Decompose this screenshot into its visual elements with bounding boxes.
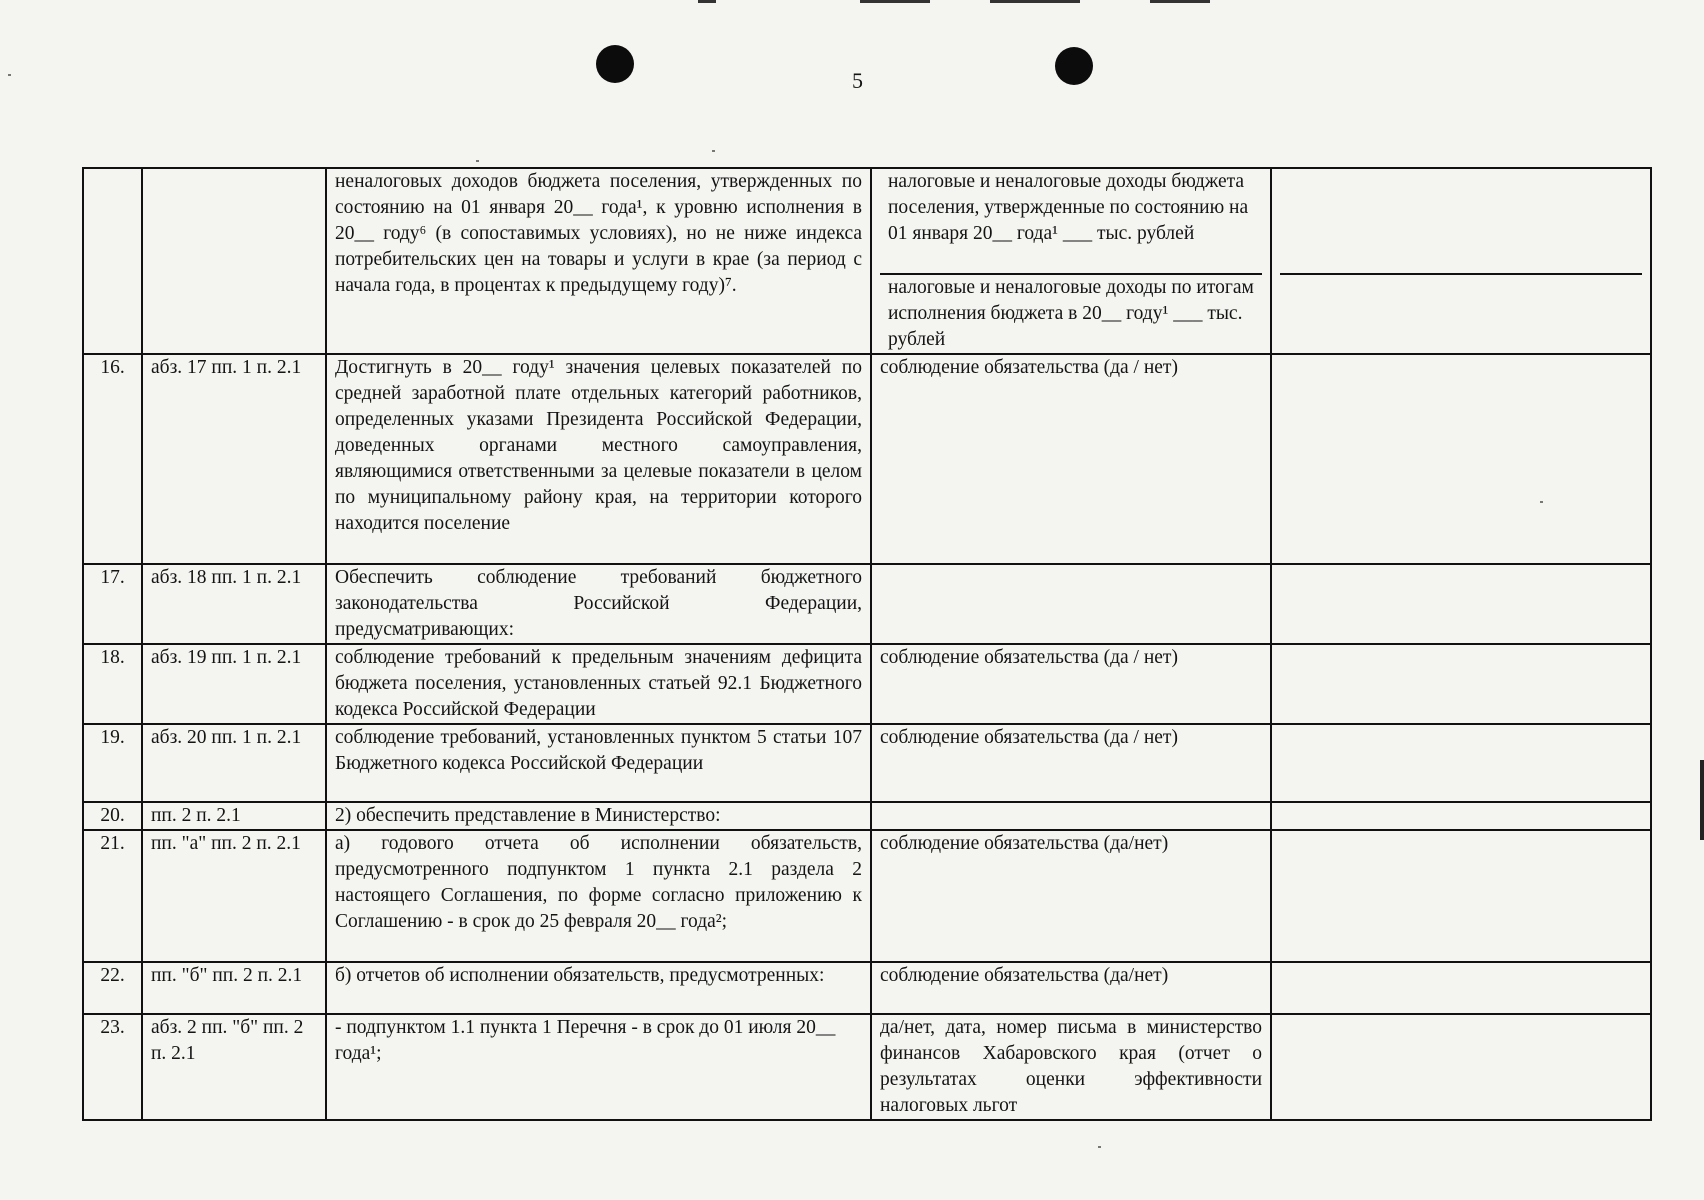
row-number-cell: 16. [83,354,142,564]
notes-cell [1271,802,1651,830]
obligation-cell: Достигнуть в 20__ году¹ значения целевых показателей по средней заработной плате отдельных категорий работников, определенных указами Президента Российской Федерации, доведенных органами местного самоуправления, являющимися ответственными за целевые показатели в целом по муниципальному району края, на территории которого находится поселение [326,354,871,564]
clause-ref-cell: пп. 2 п. 2.1 [142,802,326,830]
criteria-cell: да/нет, дата, номер письма в министерство финансов Хабаровского края (отчет о результатах оценки эффективности налоговых льгот [871,1014,1271,1120]
obligation-cell: 2) обеспечить представление в Министерство: [326,802,871,830]
notes-cell [1271,354,1651,564]
criteria-cell: соблюдение обязательства (да / нет) [871,354,1271,564]
clause-ref-cell: пп. "б" пп. 2 п. 2.1 [142,962,326,1014]
criteria-cell [871,802,1271,830]
criteria-text: налоговые и неналоговые доходы по итогам исполнения бюджета в 20__ году¹ ___ тыс. рублей [880,273,1262,353]
obligations-table [82,167,1652,1121]
table-row [83,644,1651,724]
notes-cell [1271,962,1651,1014]
obligation-cell: Обеспечить соблюдение требований бюджетного законодательства Российской Федерации, предусматривающих: [326,564,871,644]
punch-hole-right [1055,47,1093,85]
obligation-cell: соблюдение требований к предельным значениям дефицита бюджета поселения, установленных статьей 92.1 Бюджетного кодекса Российской Федерации [326,644,871,724]
clause-ref-cell [142,168,326,354]
clause-ref-cell: пп. "а" пп. 2 п. 2.1 [142,830,326,962]
row-number-cell: 17. [83,564,142,644]
table-row [83,724,1651,802]
clause-ref-cell: абз. 18 пп. 1 п. 2.1 [142,564,326,644]
table-row [83,1014,1651,1120]
scan-edge-mark [1700,760,1704,840]
notes-cell [1271,724,1651,802]
criteria-cell: соблюдение обязательства (да/нет) [871,830,1271,962]
obligation-cell: неналоговых доходов бюджета поселения, утвержденных по состоянию на 01 января 20__ года¹, к уровню исполнения в 20__ году⁶ (в сопоставимых условиях), но не ниже индекса потребительских цен на товары и услуги в крае (за период с начала года, в процентах к предыдущему году)⁷. [326,168,871,354]
scan-speck [8,74,11,76]
obligation-cell: а) годового отчета об исполнении обязательств, предусмотренного подпунктом 1 пункта 2.1 раздела 2 настоящего Соглашения, по форме согласно приложению к Соглашению - в срок до 25 февраля 20__ года²; [326,830,871,962]
cropped-top-marks [690,0,1230,6]
row-number-cell: 22. [83,962,142,1014]
table-row [83,830,1651,962]
scan-speck [712,150,715,152]
obligation-cell: б) отчетов об исполнении обязательств, предусмотренных: [326,962,871,1014]
criteria-cell: соблюдение обязательства (да / нет) [871,724,1271,802]
row-number-cell: 23. [83,1014,142,1120]
page-number: 5 [852,68,863,93]
table-row [83,802,1651,830]
criteria-cell [871,564,1271,644]
notes-cell [1271,830,1651,962]
notes-subcell [1280,273,1642,353]
notes-subcell [1280,169,1642,273]
row-number-cell: 18. [83,644,142,724]
notes-cell [1271,168,1651,354]
row-number-cell: 21. [83,830,142,962]
row-number-cell [83,168,142,354]
table-row [83,354,1651,564]
scan-speck [1098,1146,1101,1148]
table-row-continuation [83,168,1651,354]
criteria-cell: соблюдение обязательства (да/нет) [871,962,1271,1014]
clause-ref-cell: абз. 19 пп. 1 п. 2.1 [142,644,326,724]
clause-ref-cell: абз. 2 пп. "б" пп. 2 п. 2.1 [142,1014,326,1120]
criteria-text: налоговые и неналоговые доходы бюджета поселения, утвержденные по состоянию на 01 января 20__ года¹ ___ тыс. рублей [888,171,1249,244]
criteria-cell: соблюдение обязательства (да / нет) [871,644,1271,724]
obligation-cell: соблюдение требований, установленных пунктом 5 статьи 107 Бюджетного кодекса Российской Федерации [326,724,871,802]
table-row [83,962,1651,1014]
clause-ref-cell: абз. 17 пп. 1 п. 2.1 [142,354,326,564]
table-row [83,564,1651,644]
scan-speck [476,160,479,162]
notes-cell [1271,644,1651,724]
obligation-cell: - подпунктом 1.1 пункта 1 Перечня - в срок до 01 июля 20__ года¹; [326,1014,871,1120]
notes-cell [1271,1014,1651,1120]
punch-hole-left [596,45,634,83]
clause-ref-cell: абз. 20 пп. 1 п. 2.1 [142,724,326,802]
notes-cell [1271,564,1651,644]
row-number-cell: 19. [83,724,142,802]
row-number-cell: 20. [83,802,142,830]
criteria-cell [871,168,1271,354]
